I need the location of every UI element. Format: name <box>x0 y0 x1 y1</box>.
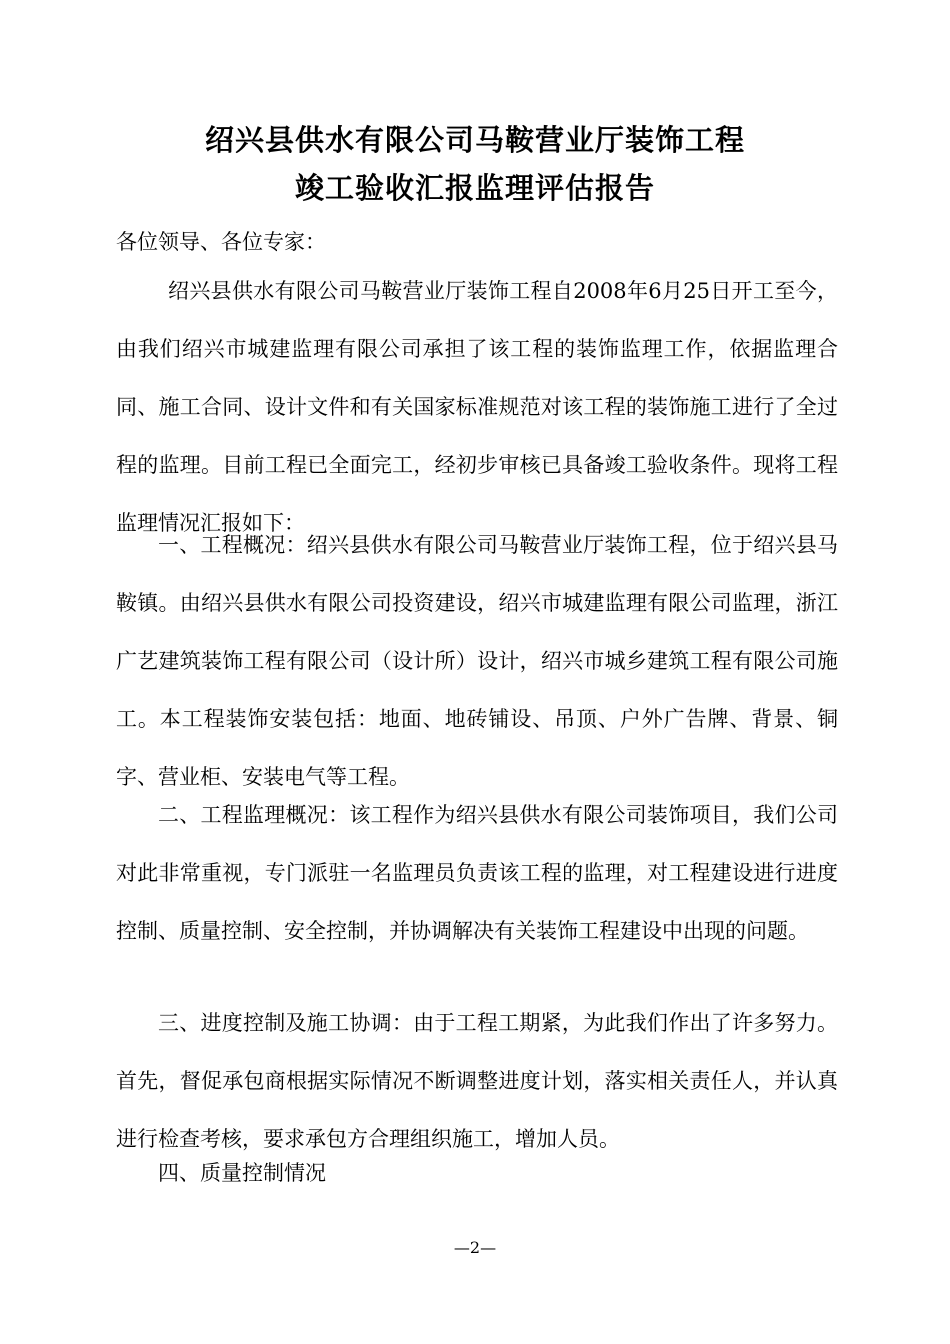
salutation: 各位领导、各位专家： <box>116 230 326 254</box>
paragraph-schedule-control: 三、进度控制及施工协调：由于工程工期紧，为此我们作出了许多努力。首先，督促承包商根据实际情况不断调整进度计划，落实相关责任人，并认真进行检查考核，要求承包方合理组织施工，增加人员。 <box>116 1011 838 1151</box>
paragraph-quality-control-heading: 四、质量控制情况 <box>158 1161 326 1185</box>
document-title-line2: 竣工验收汇报监理评估报告 <box>294 171 655 205</box>
paragraph-project-overview: 一、工程概况：绍兴县供水有限公司马鞍营业厅装饰工程，位于绍兴县马鞍镇。由绍兴县供水有限公司投资建设，绍兴市城建监理有限公司监理，浙江广艺建筑装饰工程有限公司（设计所）设计，绍兴市城乡建筑工程有限公司施工。本工程装饰安装包括：地面、地砖铺设、吊顶、户外广告牌、背景、铜字、营业柜、安装电气等工程。 <box>116 533 838 789</box>
paragraph-intro: 绍兴县供水有限公司马鞍营业厅装饰工程自2008年6月25日开工至今，由我们绍兴市城建监理有限公司承担了该工程的装饰监理工作，依据监理合同、施工合同、设计文件和有关国家标准规范对该工程的装饰施工进行了全过程的监理。目前工程已全面完工，经初步审核已具备竣工验收条件。现将工程监理情况汇报如下： <box>116 279 838 535</box>
document-title-line1: 绍兴县供水有限公司马鞍营业厅装饰工程 <box>204 123 745 157</box>
paragraph-supervision-overview: 二、工程监理概况：该工程作为绍兴县供水有限公司装饰项目，我们公司对此非常重视，专门派驻一名监理员负责该工程的监理，对工程建设进行进度控制、质量控制、安全控制，并协调解决有关装饰工程建设中出现的问题。 <box>116 803 838 943</box>
page-number: —2— <box>453 1238 497 1257</box>
